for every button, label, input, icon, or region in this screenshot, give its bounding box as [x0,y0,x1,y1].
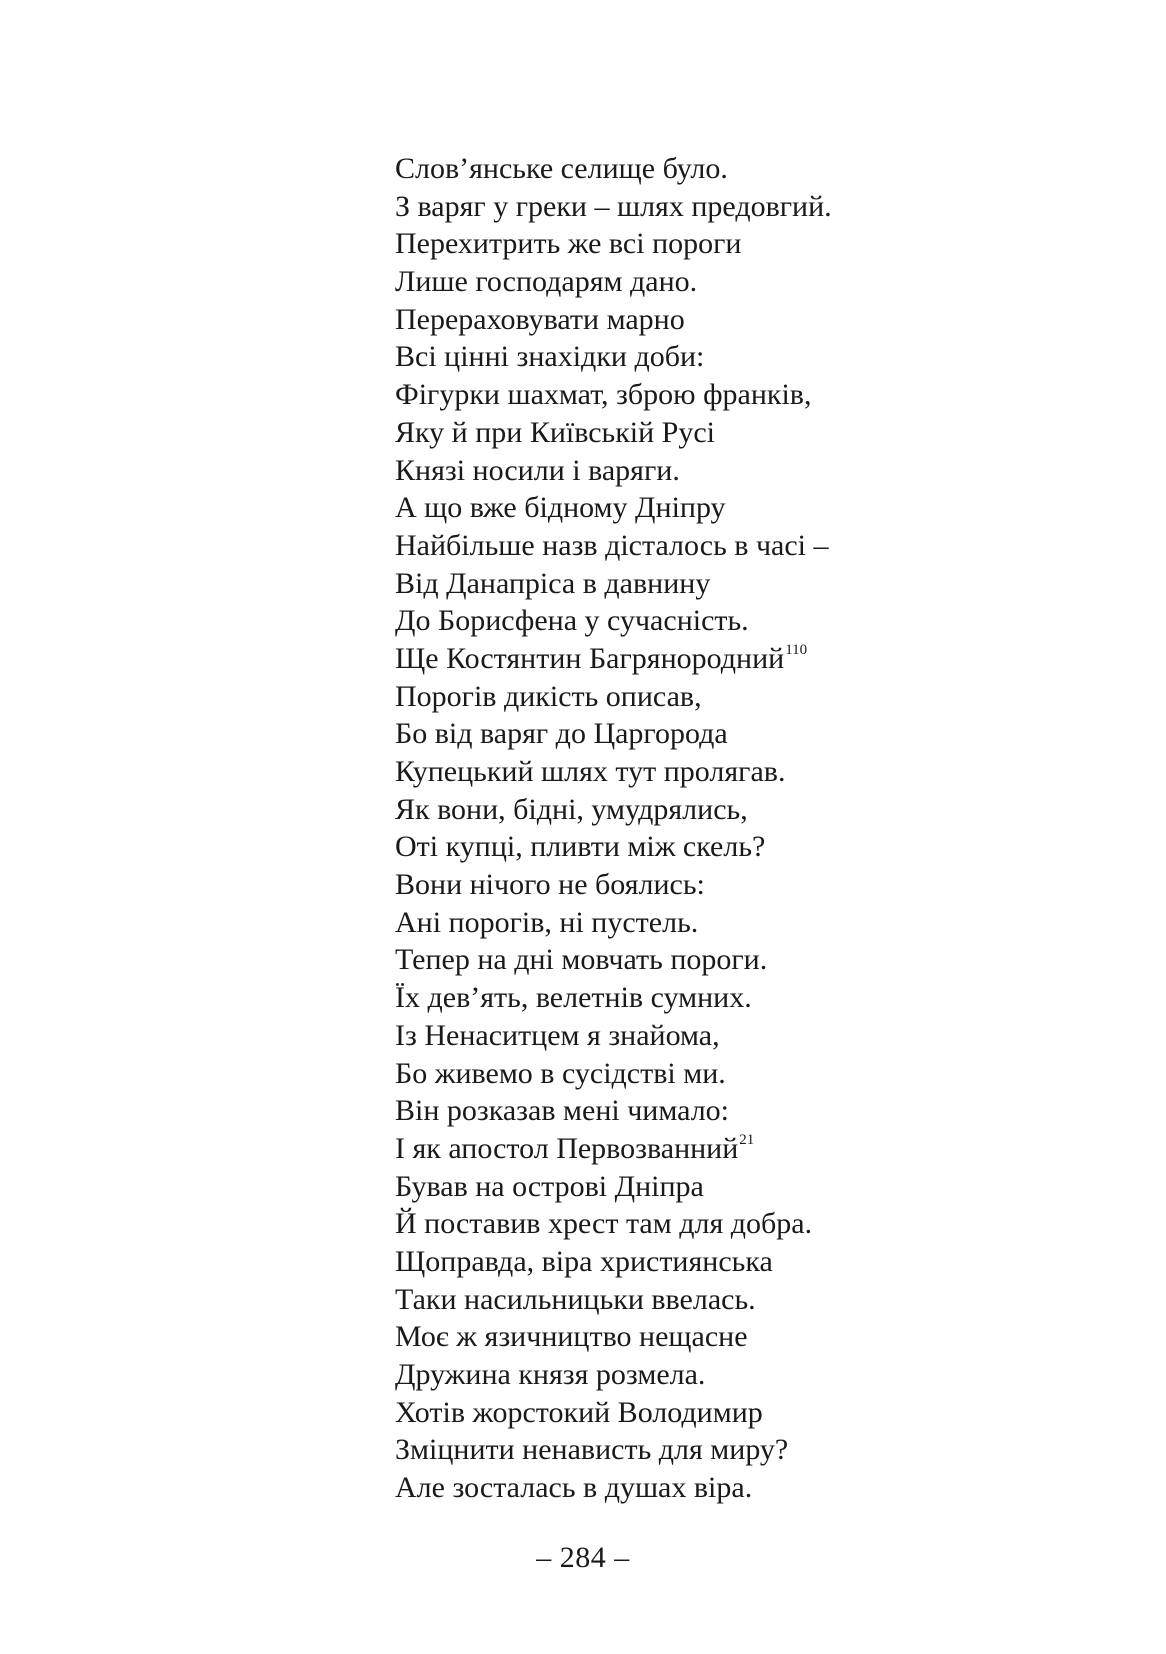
poem-line: Князі носили і варяги. [395,453,680,487]
poem-line: Оті купці, пливти між скель? [395,830,766,864]
footnote-marker[interactable]: 21 [739,1131,755,1148]
poem-line: Таки насильницьки ввелась. [395,1282,756,1316]
poem-line: Їх дев’ять, велетнів сумних. [395,981,752,1015]
page-number: – 284 – [536,1541,630,1574]
poem-line: Перехитрить же всі пороги [395,227,742,261]
poem-line: Із Ненаситцем я знайома, [395,1018,720,1052]
poem-line: Бував на острові Дніпра [395,1169,704,1203]
poem-line: Дружина князя розмела. [395,1358,706,1391]
poem-line: З варяг у греки – шлях предовгий. [395,189,832,223]
poem-line: Але зосталась в душах віра. [395,1471,753,1505]
poem-line: Зміцнити ненависть для миру? [395,1433,789,1467]
poem-line: До Борисфена у сучасність. [395,604,749,638]
poem-line: Від Данапріса в давнину [395,566,711,600]
poem-line: Лише господарям дано. [395,265,698,299]
poem-line: І як апостол Первозванний$^{21}$ [395,1131,755,1165]
poem-line: Найбільше назв дісталось в часі – [395,528,829,562]
footnote-marker[interactable]: 110 [785,641,808,658]
poem-line: Фігурки шахмат, зброю франків, [395,378,812,412]
poem-line: Ані порогів, ні пустель. [395,905,699,939]
poem-line: Слов’янське селище було. [395,152,728,185]
poem-line: Й поставив хрест там для добра. [395,1207,813,1241]
poem-line: Як вони, бідні, умудрялись, [395,792,748,826]
poem-line: Моє ж язичництво нещасне [395,1320,748,1354]
poem-line: Купецький шлях тут пролягав. [395,755,786,788]
poem-line: Перераховувати марно [395,302,685,336]
poem-line: А що вже бідному Дніпру [395,491,726,525]
poem-line: Бо від варяг до Царгорода [395,717,728,751]
poem-line: Ще Костянтин Багрянородний$^{110}$ [395,641,808,675]
poem-line: Порогів дикість описав, [395,679,702,713]
poem-line: Всі цінні знахідки доби: [395,340,705,374]
poem-line: Бо живемо в сусідстві ми. [395,1056,726,1090]
poem-line: Вони нічого не боялись: [395,868,705,902]
poem-line: Щоправда, віра християнська [395,1244,773,1278]
poem-line: Він розказав мені чимало: [395,1094,730,1128]
poem [395,150,1115,1507]
poem-line: Тепер на дні мовчать пороги. [395,943,768,977]
poem-line: Хотів жорстокий Володимир [395,1395,763,1429]
poem-line: Яку й при Київській Русі [395,415,716,449]
